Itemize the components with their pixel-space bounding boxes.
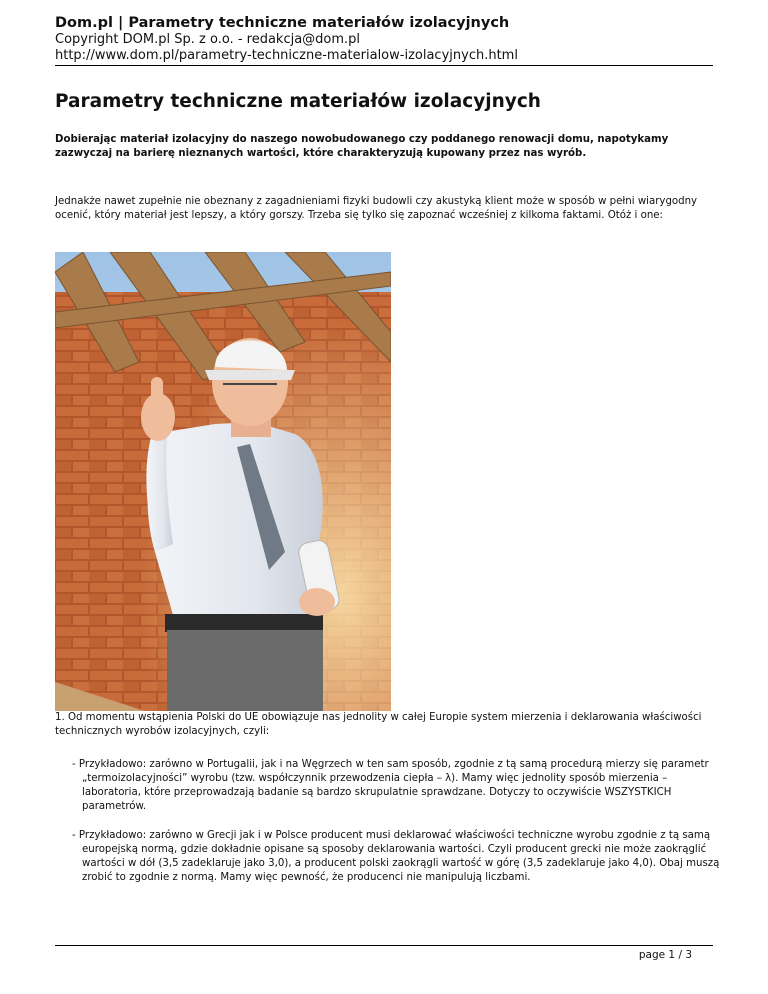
site-title: Dom.pl | Parametry techniczne materiałów izolacyjnych	[55, 15, 510, 31]
article-lead: Dobierając materiał izolacyjny do naszego nowobudowanego czy poddanego renowacji domu, napotykamy zazwyczaj na barierę nieznanych wartości, które charakteryzują kupowany przez nas wyrób.	[55, 134, 669, 159]
list-item: - Przykładowo: zarówno w Portugalii, jak i na Węgrzech w ten sam sposób, zgodnie z tą samą procedurą mierzy się parametr „termoizolacyjności” wyrobu (tzw. współczynnik przewodzenia ciepła – λ). Mamy więc jednolity sposób mierzenia – laboratoria, które przeprowadzają badanie są bardzo skrupulatnie sprawdzane. Dotyczy to oczywiście WSZYSTKICH parametrów.	[72, 759, 709, 812]
intro-paragraph: Jednakże nawet zupełnie nie obeznany z zagadnieniami fizyki budowli czy akustyką klient może w sposób w pełni wiarygodny ocenić, który materiał jest lepszy, a który gorszy. Trzeba się tylko się zapoznać wcześniej z kilkoma faktami. Otóż i one:	[55, 196, 698, 221]
page-number: page 1 / 3	[638, 949, 692, 961]
article-title: Parametry techniczne materiałów izolacyjnych	[55, 91, 541, 112]
source-url: http://www.dom.pl/parametry-techniczne-materialow-izolacyjnych.html	[55, 48, 518, 63]
page-header	[55, 14, 713, 64]
list-item: - Przykładowo: zarówno w Grecji jak i w Polsce producent musi deklarować właściwości techniczne wyrobu zgodnie z tą samą europejską normą, gdzie dokładnie opisane są sposoby deklarowania wartości. Czyli producent grecki nie może zaokrąglić wartości w dół (3,5 zadeklaruje jako 3,0), a producent polski zaokrągli wartość w górę (3,5 zadeklaruje jako 4,0). Obaj muszą zrobić to zgodnie z normą. Mamy więc pewność, że producenci nie manipulują liczbami.	[72, 830, 720, 883]
engineer-photo	[55, 252, 391, 711]
copyright-line: Copyright DOM.pl Sp. z o.o. - redakcja@dom.pl	[55, 32, 361, 47]
header-divider	[55, 65, 713, 66]
footer-divider	[55, 945, 713, 946]
section-paragraph-1: 1. Od momentu wstąpienia Polski do UE obowiązuje nas jednolity w całej Europie system mierzenia i deklarowania właściwości technicznych wyrobów izolacyjnych, czyli:	[55, 712, 702, 737]
